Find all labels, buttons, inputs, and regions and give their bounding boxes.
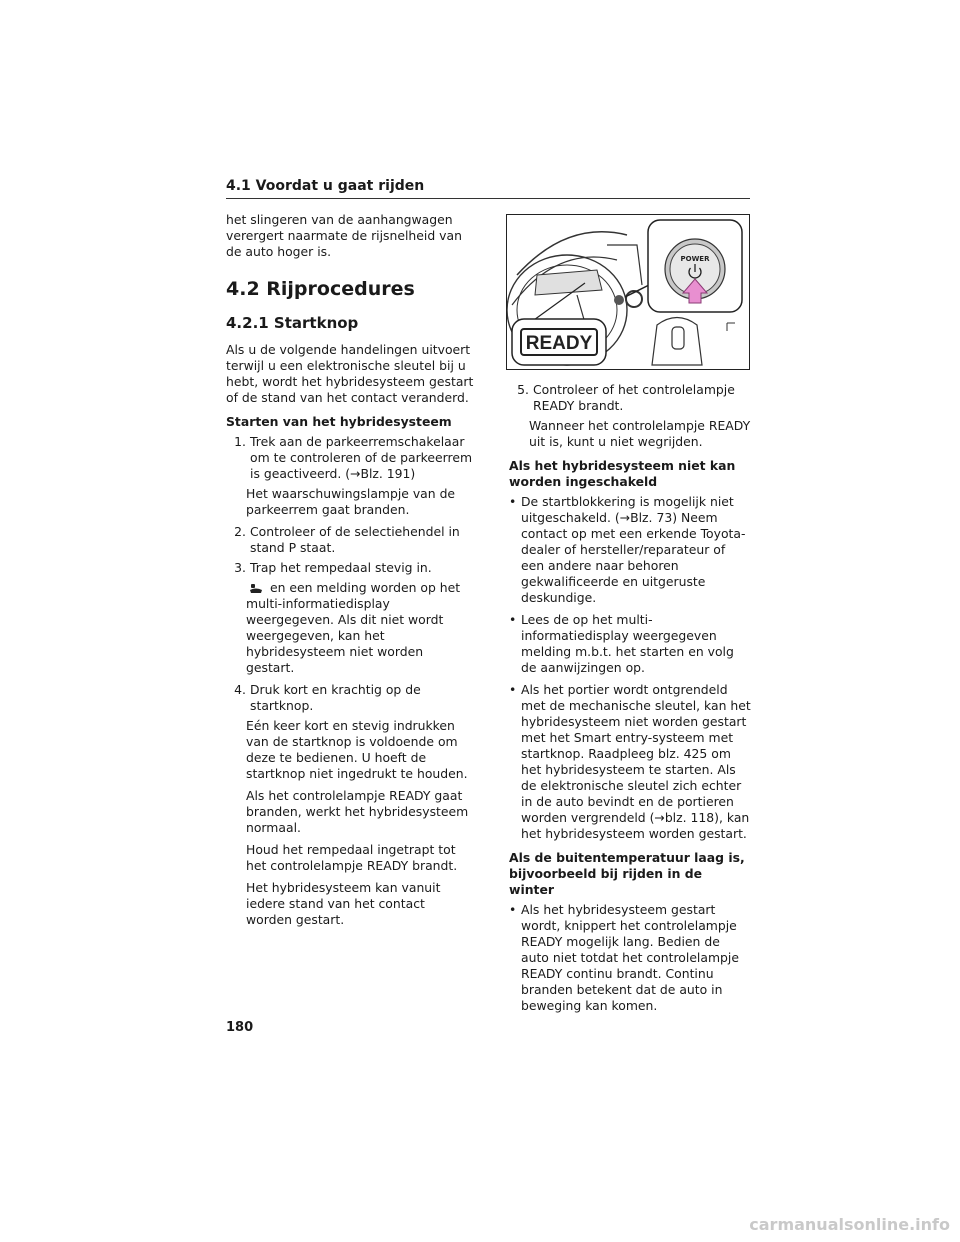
step-5 <box>509 382 751 414</box>
step-number: 4. <box>234 682 246 697</box>
bullet-text: Als het hybridesysteem gestart wordt, knippert het controlelampje READY mogelijk lang. Bedien de auto niet totdat het controlelampje READY continu brandt. Continu branden betekent dat de auto in beweging kan komen. <box>521 902 739 1013</box>
subsection-title: 4.2.1 Startknop <box>226 314 359 332</box>
step-4 <box>226 682 474 714</box>
cold-heading: Als de buitentemperatuur laag is, bijvoorbeeld bij rijden in de winter <box>509 850 745 897</box>
step-number: 5. <box>517 382 529 397</box>
left-column <box>226 212 474 934</box>
step-number: 2. <box>234 524 246 539</box>
list-item: • Als het portier wordt ontgrendeld met de mechanische sleutel, kan het hybridesysteem niet worden gestart met het Smart entry-systeem met startknop. Raadpleeg blz. 425 om het hybridesysteem te starten. Als de elektronische sleutel zich echter in de auto bevindt en de portieren worden vergrendeld (→blz. 118), kan het hybridesysteem worden gestart. <box>509 682 751 841</box>
step-2 <box>226 524 474 556</box>
ready-indicator: READY <box>525 333 593 354</box>
watermark: carmanualsonline.info <box>749 1215 950 1234</box>
list-item: • Lees de op het multi-informatiedisplay weergegeven melding m.b.t. het starten en volg de aanwijzingen op. <box>509 612 751 676</box>
step-5-note: Wanneer het controlelampje READY uit is, kunt u niet wegrijden. <box>529 418 751 449</box>
start-heading: Starten van het hybridesysteem <box>226 414 452 429</box>
step-3-note <box>246 580 474 676</box>
step-4-note: Houd het rempedaal ingetrapt tot het controlelampje READY brandt. <box>246 842 458 873</box>
bullet-text: Lees de op het multi-informatiedisplay weergegeven melding m.b.t. het starten en volg de aanwijzingen op. <box>521 612 734 675</box>
right-column <box>509 382 751 1020</box>
step-3 <box>226 560 474 576</box>
step-text: Druk kort en krachtig op de startknop. <box>250 682 421 713</box>
step-number: 1. <box>234 434 246 449</box>
step-text: Trap het rempedaal stevig in. <box>250 560 432 575</box>
section-title: 4.2 Rijprocedures <box>226 278 415 300</box>
step-text: Controleer of het controlelampje READY brandt. <box>533 382 735 413</box>
intro-paragraph: het slingeren van de aanhangwagen verergert naarmate de rijsnelheid van de auto hoger is. <box>226 212 462 259</box>
bullet-text: Als het portier wordt ontgrendeld met de mechanische sleutel, kan het hybridesysteem niet worden gestart met het Smart entry-systeem met startknop. Raadpleeg blz. 425 om het hybridesysteem te starten. Als de elektronische sleutel zich echter in de auto bevindt en de portieren worden vergrendeld (→blz. 118), kan het hybridesysteem worden gestart. <box>521 682 751 841</box>
list-item: • De startblokkering is mogelijk niet uitgeschakeld. (→Blz. 73) Neem contact op met een erkende Toyota-dealer of hersteller/reparateur of een andere naar behoren gekwalificeerde en uitgeruste deskundige. <box>509 494 751 606</box>
step-4-note: Het hybridesysteem kan vanuit iedere stand van het contact worden gestart. <box>246 880 441 927</box>
fail-heading: Als het hybridesysteem niet kan worden ingeschakeld <box>509 458 736 489</box>
step-3-note-text: en een melding worden op het multi-informatiedisplay weergegeven. Als dit niet wordt weergegeven, kan het hybridesysteem niet worden gestart. <box>246 580 461 675</box>
step-1-note: Het waarschuwingslampje van de parkeerrem gaat branden. <box>246 486 456 517</box>
step-number: 3. <box>234 560 246 575</box>
list-item: • Als het hybridesysteem gestart wordt, knippert het controlelampje READY mogelijk lang. Bedien de auto niet totdat het controlelampje READY continu brandt. Continu branden betekent dat de auto in beweging kan komen. <box>509 902 751 1014</box>
step-4-note: Eén keer kort en stevig indrukken van de startknop is voldoende om deze te bedienen. U hoeft de startknop niet ingedrukt te houden. <box>246 718 468 781</box>
hybrid-system-indicator-icon <box>248 583 264 595</box>
power-label: POWER <box>680 255 710 263</box>
page-number: 180 <box>226 1020 254 1035</box>
step-text: Controleer of de selectiehendel in stand P staat. <box>250 524 460 555</box>
dashboard-illustration <box>506 214 750 370</box>
body-paragraph: Als u de volgende handelingen uitvoert terwijl u een elektronische sleutel bij u hebt, wordt het hybridesysteem gestart of de stand van het contact veranderd. <box>226 342 474 405</box>
step-1 <box>226 434 474 482</box>
bullet-text: De startblokkering is mogelijk niet uitgeschakeld. (→Blz. 73) Neem contact op met een erkende Toyota-dealer of hersteller/reparateur of een andere naar behoren gekwalificeerde en uitgeruste deskundige. <box>521 494 746 605</box>
step-4-note: Als het controlelampje READY gaat branden, werkt het hybridesysteem normaal. <box>246 788 469 835</box>
chapter-header: 4.1 Voordat u gaat rijden <box>226 178 750 199</box>
step-text: Trek aan de parkeerremschakelaar om te controleren of de parkeerrem is geactiveerd. (→Blz. 191) <box>250 434 473 481</box>
dashboard-drawing <box>507 215 749 369</box>
